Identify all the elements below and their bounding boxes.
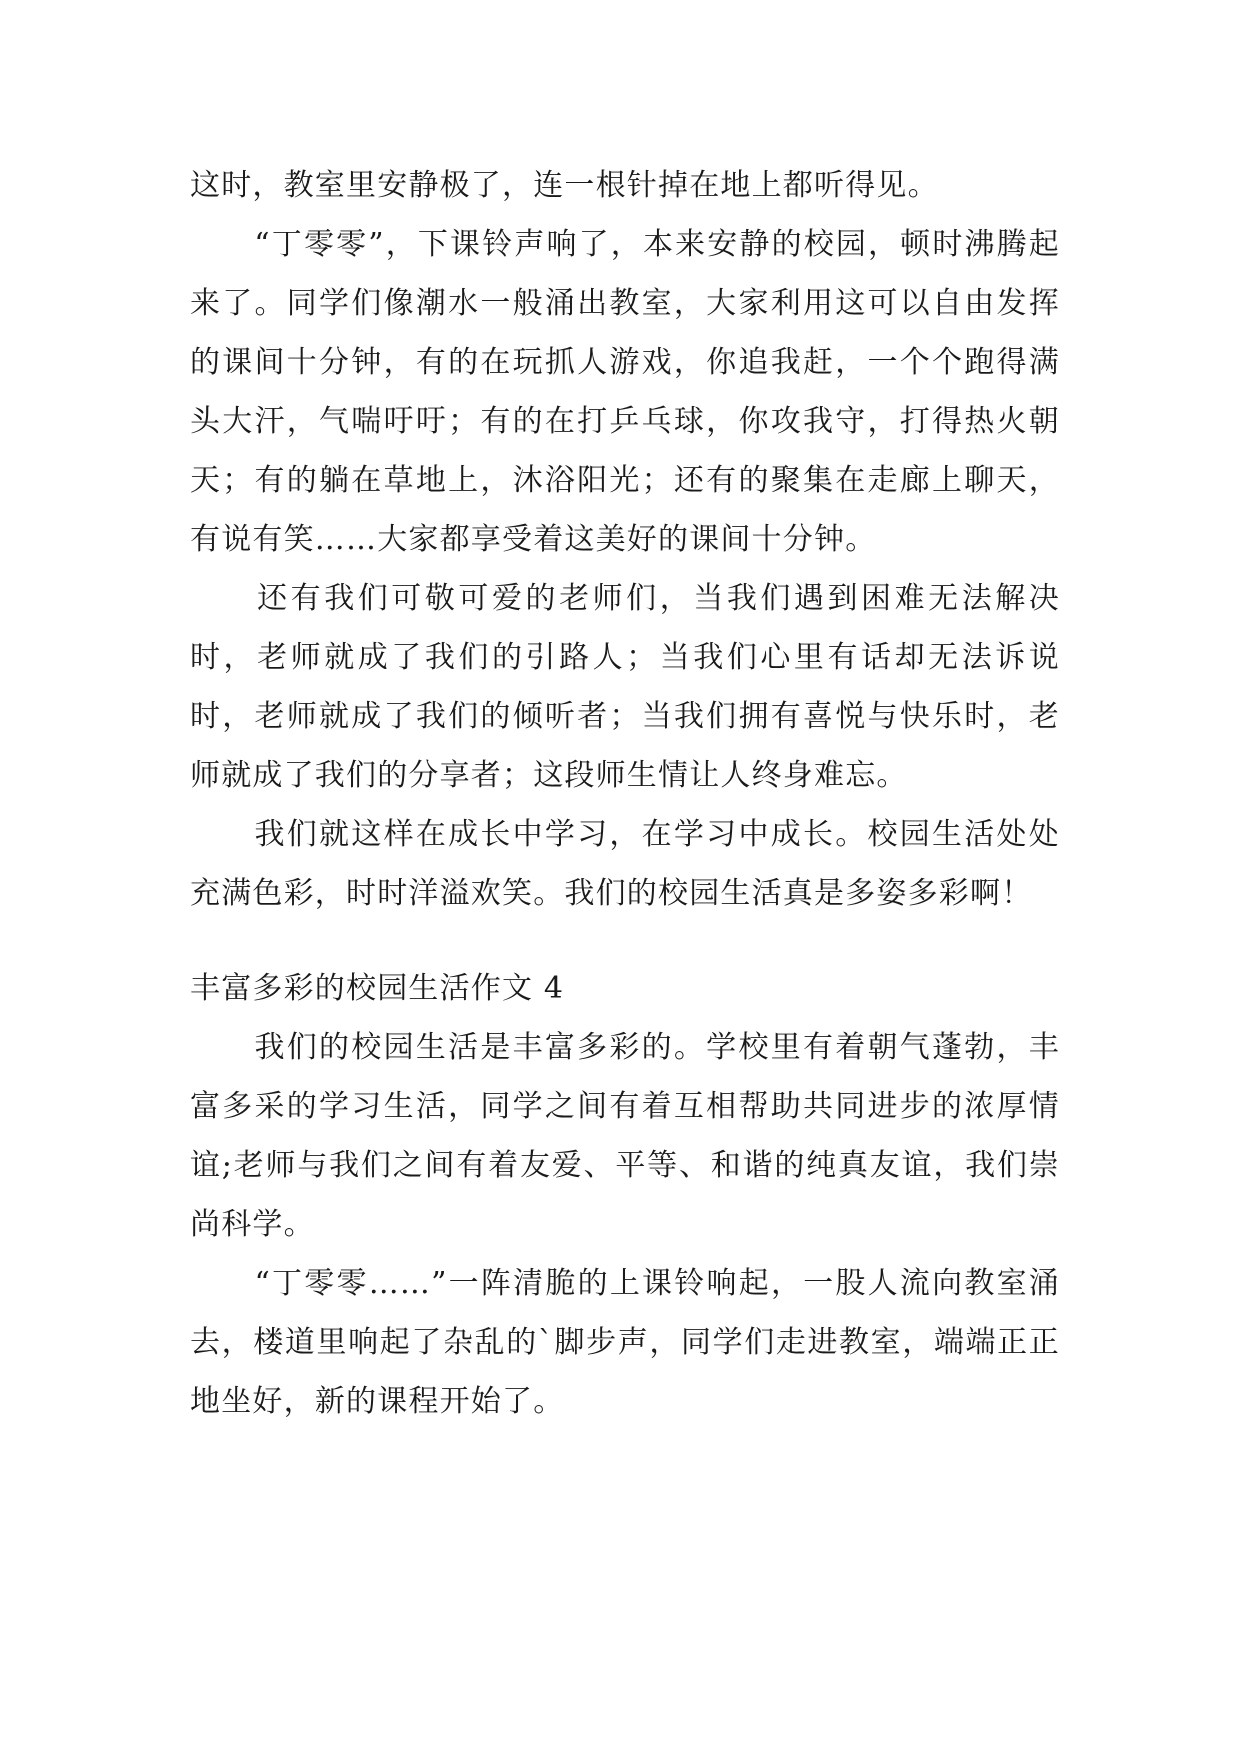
paragraph-quiet-classroom: 这时，教室里安静极了，连一根针掉在地上都听得见。 [190, 168, 939, 203]
document-body [190, 156, 1060, 1431]
paragraph-teachers: 还有我们可敬可爱的老师们，当我们遇到困难无法解决时，老师就成了我们的引路人；当我们心里有话却无法诉说时，老师就成了我们的倾听者；当我们拥有喜悦与快乐时，老师就成了我们的分享者；这段师生情让人终身难忘。 [190, 581, 1060, 793]
paragraph-conclusion: 我们就这样在成长中学习，在学习中成长。校园生活处处充满色彩，时时洋溢欢笑。我们的校园生活真是多姿多彩啊！ [190, 817, 1060, 911]
paragraph-recess-bell: “丁零零”，下课铃声响了，本来安静的校园，顿时沸腾起来了。同学们像潮水一般涌出教室，大家利用这可以自由发挥的课间十分钟，有的在玩抓人游戏，你追我赶，一个个跑得满头大汗，气喘吁吁；有的在打乒乓球，你攻我守，打得热火朝天；有的躺在草地上，沐浴阳光；还有的聚集在走廊上聊天，有说有笑……大家都享受着这美好的课间十分钟。 [190, 227, 1060, 557]
paragraph-class-bell: “丁零零……”一阵清脆的上课铃响起，一股人流向教室涌去，楼道里响起了杂乱的`脚步声，同学们走进教室，端端正正地坐好，新的课程开始了。 [190, 1266, 1060, 1419]
section-title: 丰富多彩的校园生活作文 4 [190, 971, 565, 1006]
paragraph-campus-life: 我们的校园生活是丰富多彩的。学校里有着朝气蓬勃，丰富多采的学习生活，同学之间有着互相帮助共同进步的浓厚情谊;老师与我们之间有着友爱、平等、和谐的纯真友谊，我们崇尚科学。 [190, 1030, 1060, 1242]
